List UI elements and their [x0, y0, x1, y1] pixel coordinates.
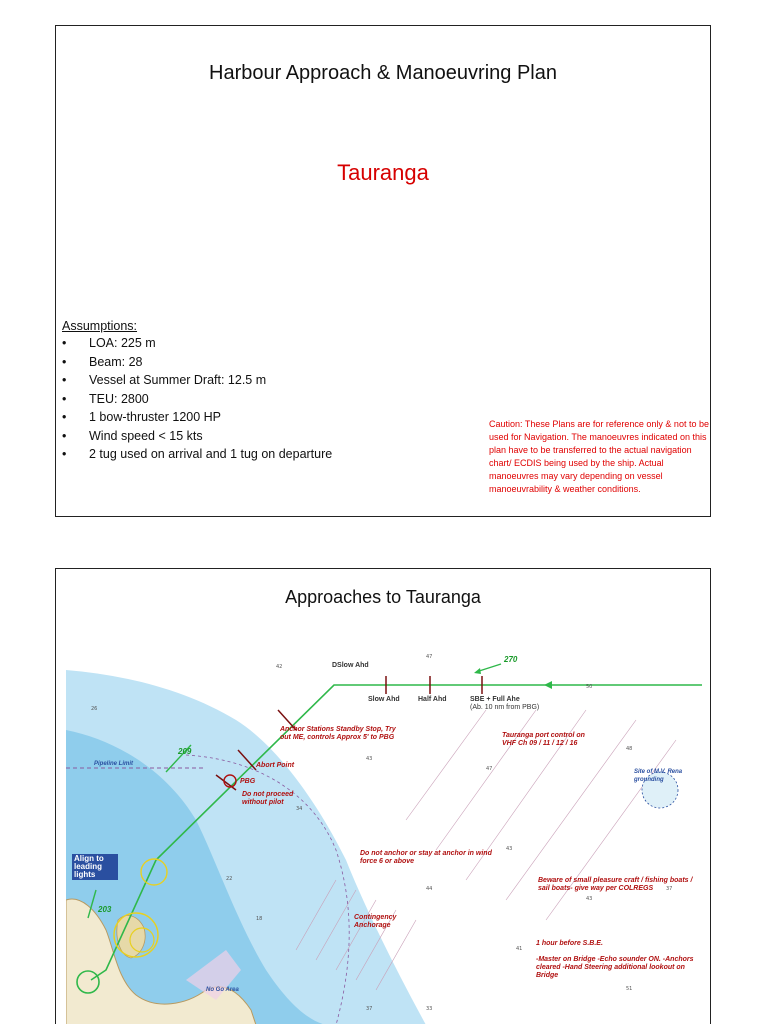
no-anchor-label: Do not anchor or stay at anchor in wind force 6 or above — [360, 850, 492, 865]
approach-chart-slide — [55, 568, 711, 1024]
no-go-area-label: No Go Area — [206, 987, 239, 993]
nautical-chart — [66, 650, 702, 1024]
course-270-label: 270 — [504, 655, 518, 664]
port-name: Tauranga — [337, 160, 429, 185]
pbg-label: PBG — [240, 778, 256, 785]
one-hour-before-sbe-label: 1 hour before S.B.E. — [536, 940, 603, 947]
svg-text:18: 18 — [256, 916, 263, 922]
svg-text:33: 33 — [426, 1006, 433, 1012]
beware-label: Beware of small pleasure craft / fishing boats / sail boats- give way per COLREGS — [538, 877, 693, 892]
contingency-anchorage-label: Contingency Anchorage — [354, 914, 397, 929]
port-control-label: Tauranga port control on VHF Ch 09 / 11 / 12 / 16 — [502, 732, 585, 747]
slow-ahead-label: Slow Ahd — [368, 696, 400, 703]
svg-text:34: 34 — [296, 806, 303, 812]
svg-text:37: 37 — [666, 886, 673, 892]
list-item: • TEU: 2800 — [62, 390, 332, 409]
svg-text:51: 51 — [626, 986, 633, 992]
dslow-label: DSlow Ahd — [332, 662, 369, 669]
svg-text:50: 50 — [586, 684, 593, 690]
course-209-label: 209 — [178, 747, 192, 756]
list-item: • Vessel at Summer Draft: 12.5 m — [62, 371, 332, 390]
chart-slide-title: Approaches to Tauranga — [285, 587, 481, 607]
svg-text:47: 47 — [426, 654, 433, 660]
svg-text:37: 37 — [366, 1006, 373, 1012]
svg-text:44: 44 — [426, 886, 433, 892]
assumptions-list — [62, 334, 332, 464]
svg-text:22: 22 — [226, 876, 233, 882]
svg-text:43: 43 — [586, 896, 593, 902]
plan-title: Harbour Approach & Manoeuvring Plan — [209, 62, 557, 84]
list-item: • Wind speed < 15 kts — [62, 427, 332, 446]
rena-grounding-label: Site of M.V. Rena grounding — [634, 769, 683, 783]
half-ahead-label: Half Ahd — [418, 696, 447, 703]
assumptions-block — [62, 319, 332, 464]
sbe-checklist-label: -Master on Bridge -Echo sounder ON. -Anchors cleared -Hand Steering additional lookout on Bridge — [536, 956, 694, 979]
sbe-note-label: (Ab. 10 nm from PBG) — [470, 704, 540, 711]
svg-text:41: 41 — [516, 946, 523, 952]
align-leading-lights-label: Align to leading lights — [72, 854, 118, 880]
svg-text:48: 48 — [626, 746, 633, 752]
list-item: • 1 bow-thruster 1200 HP — [62, 408, 332, 427]
assumptions-heading: Assumptions: — [62, 319, 138, 333]
list-item: • Beam: 28 — [62, 353, 332, 372]
svg-text:43: 43 — [366, 756, 373, 762]
no-proceed-label: Do not proceed without pilot — [242, 791, 294, 806]
svg-text:42: 42 — [276, 664, 283, 670]
list-item: • LOA: 225 m — [62, 334, 332, 353]
anchor-stations-label: Anchor Stations Standby Stop, Try out ME, controls Approx 5' to PBG — [280, 726, 396, 741]
caution-note: Caution: These Plans are for reference only & not to be used for Navigation. The manoeuvres indicated on this plan have to be transferred to the actual navigation chart/ ECDIS being used by the ship. Actual manoeuvres may vary depending on vessel manoeuvrability & weather conditions. — [489, 419, 709, 494]
pipeline-limit-label: Pipeline Limit — [94, 761, 134, 767]
svg-text:26: 26 — [91, 706, 98, 712]
abort-point-label: Abort Point — [256, 762, 295, 769]
list-item: • 2 tug used on arrival and 1 tug on departure — [62, 445, 332, 464]
sbe-label: SBE + Full Ahe — [470, 696, 520, 703]
svg-text:47: 47 — [486, 766, 493, 772]
plan-cover-slide — [55, 25, 711, 517]
course-203-label: 203 — [98, 905, 112, 914]
svg-text:43: 43 — [506, 846, 513, 852]
